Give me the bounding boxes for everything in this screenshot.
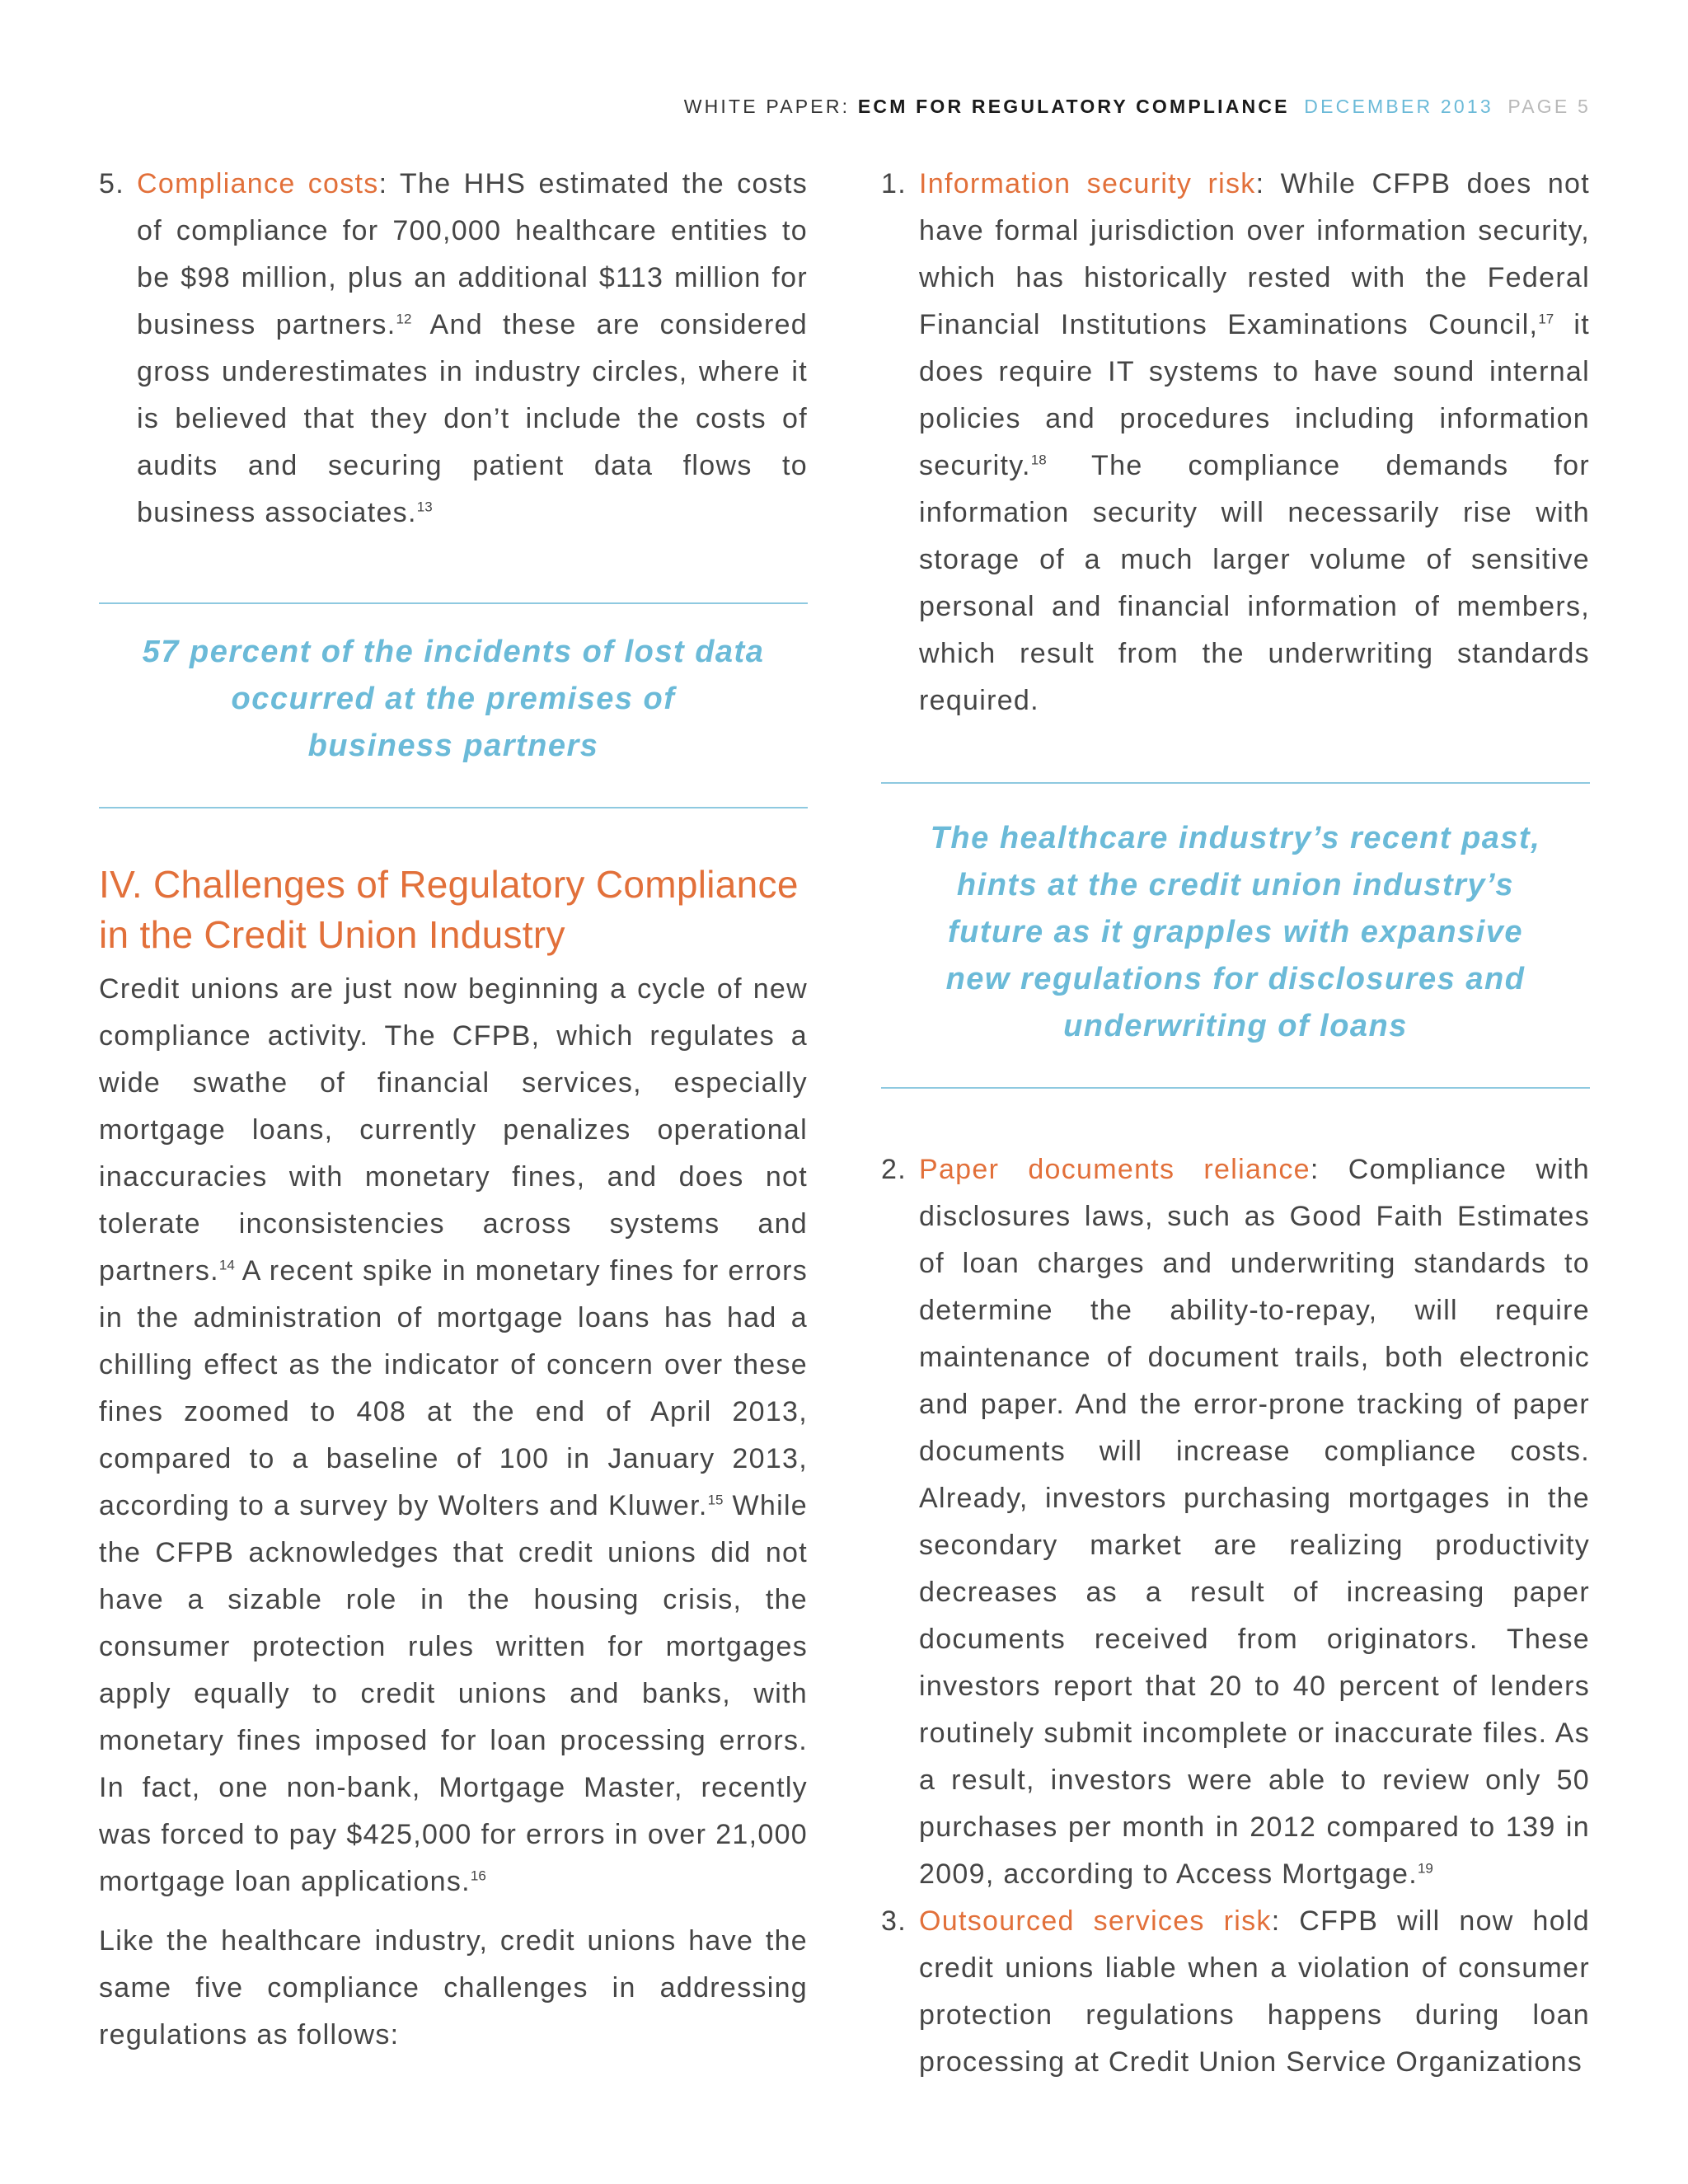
header-date: DECEMBER 2013 [1304, 96, 1493, 117]
list-number: 1. [881, 168, 907, 199]
pullquote [881, 784, 1590, 1087]
list-number: 2. [881, 1154, 907, 1185]
list-item-compliance-costs [99, 161, 808, 537]
pullquote-line: occurred at the premises of [231, 682, 676, 716]
list-item-paper-documents-reliance [881, 1146, 1590, 1898]
body-paragraph: Like the healthcare industry, credit unions have the same five compliance challenges in addressing regulations as follows: [99, 1925, 808, 2050]
list-text: it does require IT systems to have sound internal policies and procedures including information security. [919, 309, 1590, 481]
header-title: ECM FOR REGULATORY COMPLIANCE [857, 96, 1290, 117]
paragraph-text: A recent spike in monetary fines for errors in the administration of mortgage loans has had a chilling effect as the indicator of concern over these fines zoomed to 408 at the end of April 2013, compared to a baseline of 100 in January 2013, according to a survey by Wolters and Kluwer. [99, 1255, 808, 1521]
header-page-number: PAGE 5 [1507, 96, 1591, 117]
list-text: : The HHS estimated the costs of compliance for 700,000 healthcare entities to be $98 million, plus an additional $113 million for business partners. [137, 168, 808, 340]
pullquote-bottom-rule [881, 1087, 1590, 1089]
list-text: : While CFPB does not have formal jurisdiction over information security, which has historically rested with the Federal Financial Institutions Examinations Council, [919, 168, 1590, 340]
footnote-ref: 15 [707, 1492, 724, 1508]
pullquote-line: business partners [307, 729, 599, 763]
pullquote-bottom-rule [99, 807, 808, 808]
pullquote-line: new regulations for disclosures and [945, 962, 1526, 996]
pullquote-line: The healthcare industry’s recent past, [930, 821, 1541, 855]
header-prefix: WHITE PAPER: [683, 96, 851, 117]
list-text: : CFPB will now hold credit unions liable when a violation of consumer protection regulations happens during loan processing at Credit Union Service Organizations [919, 1905, 1590, 2078]
footnote-ref: 18 [1030, 452, 1047, 468]
footnote-ref: 13 [416, 499, 433, 515]
right-column [881, 161, 1590, 2086]
section-heading [99, 860, 808, 960]
footnote-ref: 16 [470, 1868, 486, 1884]
section-heading-line: IV. Challenges of Regulatory Compliance [99, 863, 799, 906]
pullquote-line: underwriting of loans [1063, 1009, 1408, 1043]
list-item-outsourced-services-risk [881, 1898, 1590, 2086]
footnote-ref: 19 [1417, 1860, 1433, 1877]
list-term: Compliance costs [137, 168, 379, 199]
pullquote-line: hints at the credit union industry’s [956, 868, 1515, 902]
list-number: 5. [99, 168, 124, 199]
paragraph-text: While the CFPB acknowledges that credit unions did not have a sizable role in the housing crisis, the consumer protection rules written for mortgages apply equally to credit unions and banks, with monetary fines imposed for loan processing errors. In fact, one non-bank, Mortgage Master, recently was forced to pay $425,000 for errors in over 21,000 mortgage loan applications. [99, 1490, 809, 1897]
list-term: Information security risk [919, 168, 1256, 199]
list-text: The compliance demands for information security will necessarily rise with storage of a much larger volume of sensitive personal and financial information of members, which result from the underwriting standards required. [919, 450, 1590, 716]
page-header [684, 96, 1591, 118]
paragraph-text: Credit unions are just now beginning a cycle of new compliance activity. The CFPB, which regulates a wide swathe of financial services, especially mortgage loans, currently penalizes operational inaccuracies with monetary fines, and does not tolerate inconsistencies across systems and partners. [99, 973, 808, 1286]
body-paragraph [99, 966, 808, 1905]
list-term: Outsourced services risk [919, 1905, 1272, 1937]
list-number: 3. [881, 1905, 907, 1937]
pullquote-line: 57 percent of the incidents of lost data [142, 635, 765, 669]
pullquote-line: future as it grapples with expansive [947, 915, 1524, 949]
list-item-information-security-risk [881, 161, 1590, 724]
list-text: : Compliance with disclosures laws, such as Good Faith Estimates of loan charges and underwriting standards to determine the ability-to-repay, will require maintenance of document trails, both electronic and paper. And the error-prone tracking of paper documents will increase compliance costs. Already, investors purchasing mortgages in the secondary market are realizing productivity decreases as a result of increasing paper documents received from originators. These investors report that 20 to 40 percent of lenders routinely submit incomplete or inaccurate files. As a result, investors were able to review only 50 purchases per month in 2012 compared to 139 in 2009, according to Access Mortgage. [919, 1154, 1591, 1890]
list-text: And these are considered gross underestimates in industry circles, where it is believed that they don’t include the costs of audits and securing patient data flows to business associates. [137, 309, 808, 528]
section-heading-line: in the Credit Union Industry [99, 913, 565, 956]
left-column [99, 161, 808, 2059]
list-term: Paper documents reliance [919, 1154, 1311, 1185]
pullquote [99, 604, 808, 807]
footnote-ref: 17 [1538, 311, 1554, 327]
footnote-ref: 12 [396, 311, 412, 327]
footnote-ref: 14 [218, 1257, 235, 1273]
